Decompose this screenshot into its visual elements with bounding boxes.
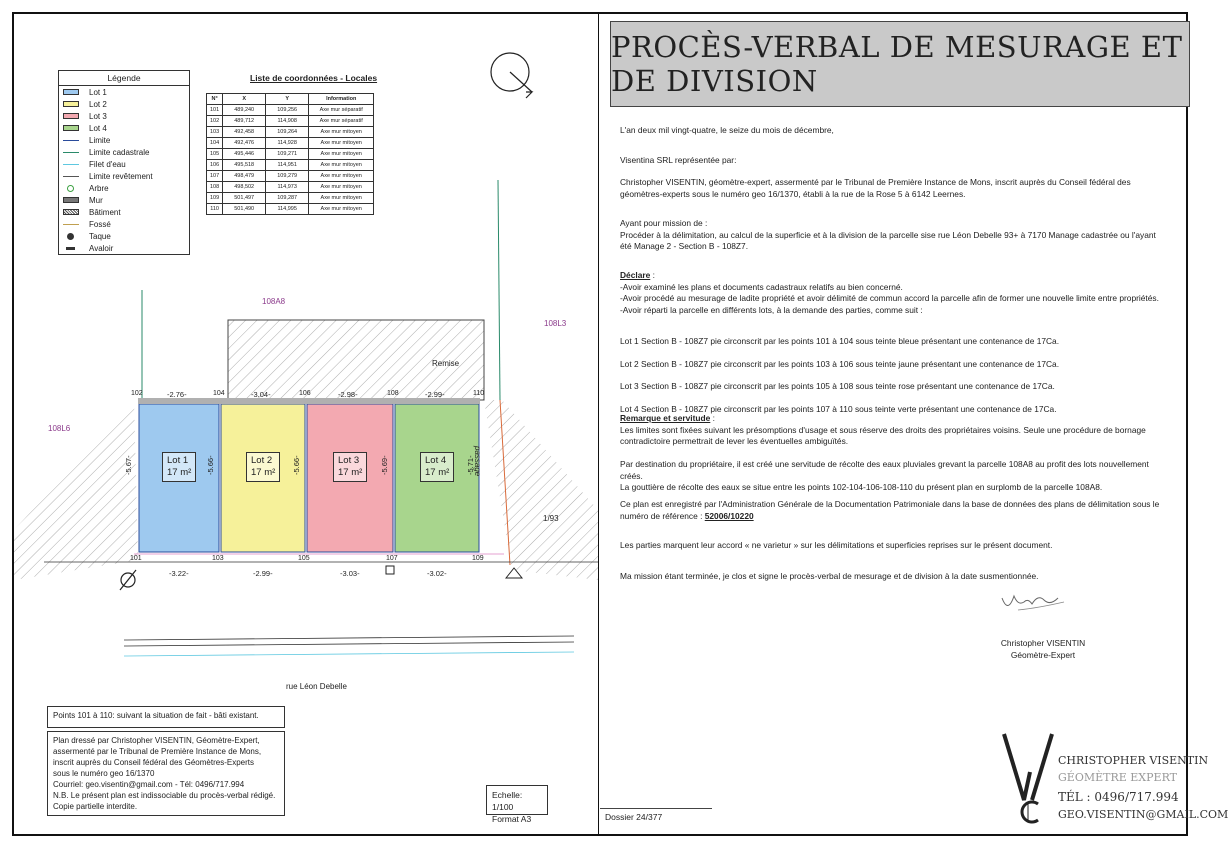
table-cell: 101 <box>207 105 223 116</box>
table-cell: 107 <box>207 171 223 182</box>
lot-area: 17 m² <box>425 467 450 478</box>
author-note-line: N.B. Le présent plan est indissociable du procès-verbal rédigé. <box>53 791 276 800</box>
lot-description: Lot 3 Section B - 108Z7 pie circonscrit par les points 105 à 108 sous teinte rose présentant une contenance de 17Ca. <box>620 381 1055 391</box>
point-label: 110 <box>473 390 485 397</box>
author-note-line: Courriel: geo.visentin@gmail.com - Tél: 0496/717.994 <box>53 780 245 789</box>
page-divider <box>598 12 599 836</box>
legend-label: Arbre <box>89 183 109 193</box>
table-row <box>207 105 374 116</box>
pv-mission <box>620 218 1160 253</box>
pv-servitude <box>620 459 1160 494</box>
table-row <box>207 204 374 215</box>
legend-item <box>59 182 189 194</box>
table-cell: 109,279 <box>266 171 309 182</box>
point-label: 103 <box>212 555 224 562</box>
point-label: 101 <box>130 555 142 562</box>
lot-description: Lot 2 Section B - 108Z7 pie circonscrit par les points 103 à 106 sous teinte jaune présentant une contenance de 17Ca. <box>620 358 1060 369</box>
legend-item <box>59 158 189 170</box>
hatch-left <box>14 400 138 580</box>
legend-item <box>59 134 189 146</box>
author-note-line: Plan dressé par Christopher VISENTIN, Géomètre-Expert, <box>53 736 260 745</box>
declare-lines <box>620 282 1160 317</box>
coordinates-table <box>206 93 374 215</box>
lot-name: Lot 2 <box>251 455 273 466</box>
pv-declare <box>620 270 1160 316</box>
table-cell: 501,497 <box>223 193 266 204</box>
pv-date: L'an deux mil vingt-quatre, le seize du mois de décembre, <box>620 125 834 135</box>
table-cell: 104 <box>207 138 223 149</box>
signature-block <box>988 637 1098 661</box>
passage-label: passage <box>473 446 482 477</box>
table-cell: Axe mur mitoyen <box>309 171 374 182</box>
legend-label: Mur <box>89 195 103 205</box>
legend-line <box>63 140 79 141</box>
pv-agreement: Les parties marquent leur accord « ne varietur » sur les délimitations et superficies reprises sur le présent document. <box>620 540 1053 550</box>
points-note: Points 101 à 110: suivant la situation de fait - bâti existant. <box>47 706 285 728</box>
lot-name: Lot 1 <box>167 455 189 466</box>
signature-image <box>998 588 1068 618</box>
declare-line: -Avoir réparti la parcelle en différents lots, à la demande des parties, comme suit : <box>620 304 923 315</box>
brand-phone: TÉL : 0496/717.994 <box>1058 790 1179 804</box>
table-row <box>207 182 374 193</box>
table-cell: 492,458 <box>223 127 266 138</box>
coordinates-header-cell: Information <box>309 94 374 105</box>
table-cell: 489,712 <box>223 116 266 127</box>
point-label: 105 <box>298 555 310 562</box>
point-label: 102 <box>131 390 143 397</box>
table-cell: Axe mur mitoyen <box>309 127 374 138</box>
lot-2-label <box>246 452 280 482</box>
dimension-label: -5.66- <box>206 455 215 475</box>
taque-icon <box>386 566 394 574</box>
lot-description: Lot 4 Section B - 108Z7 pie circonscrit par les points 107 à 110 sous teinte verte présentant une contenance de 17Ca. <box>620 403 1057 414</box>
dimension-label: -5.66- <box>292 455 301 475</box>
table-cell: 109,271 <box>266 149 309 160</box>
lot-area: 17 m² <box>167 467 192 478</box>
legend-label: Taque <box>89 231 111 241</box>
signer-name: Christopher VISENTIN <box>1000 638 1086 648</box>
table-row <box>207 160 374 171</box>
table-cell: Axe mur mitoyen <box>309 160 374 171</box>
table-cell: 114,951 <box>266 160 309 171</box>
legend-item <box>59 242 189 254</box>
table-cell: 498,479 <box>223 171 266 182</box>
servitude-text-2: La gouttière de récolte des eaux se situe entre les points 102-104-106-108-110 du présent plan en surplomb de la parcelle 108A8. <box>620 482 1103 492</box>
coordinates-title: Liste de coordonnées - Locales <box>250 73 378 83</box>
pv-company: Visentina SRL représentée par: <box>620 155 737 165</box>
legend-avaloir-icon <box>66 247 75 250</box>
table-cell: 106 <box>207 160 223 171</box>
legend-swatch <box>63 125 79 131</box>
dimension-label: -3.04- <box>251 390 271 399</box>
coordinates-header-row <box>207 94 374 105</box>
north-arrow-icon <box>486 48 542 100</box>
street-name: rue Léon Debelle <box>286 682 347 691</box>
dimension-label: -5.67- <box>124 455 133 475</box>
table-cell: Axe mur mitoyen <box>309 204 374 215</box>
table-row <box>207 116 374 127</box>
legend-hatch <box>63 209 79 215</box>
dimension-label: -2.76- <box>167 390 187 399</box>
brand-role: GÉOMÈTRE EXPERT <box>1058 771 1177 784</box>
document-title: PROCÈS-VERBAL DE MESURAGE ET DE DIVISION <box>611 30 1183 98</box>
legend-label: Limite revêtement <box>89 171 153 181</box>
legend-heading: Légende <box>59 71 189 86</box>
legend-label: Fossé <box>89 219 111 229</box>
pv-closing: Ma mission étant terminée, je clos et signe le procès-verbal de mesurage et de division à la date susmentionnée. <box>620 571 1039 581</box>
brand-email: GEO.VISENTIN@GMAIL.COM <box>1058 808 1228 821</box>
legend-label: Filet d'eau <box>89 159 126 169</box>
remarks-text: Les limites sont fixées suivant les présomptions d'usage et sous réserve des droits des propriétaires voisins. Seule une procédure de bornage contradictoire permettrait de lever les éventuelles ambiguïtés. <box>620 424 1146 446</box>
table-row <box>207 127 374 138</box>
lot-description: Lot 1 Section B - 108Z7 pie circonscrit par les points 101 à 104 sous teinte bleue présentant une contenance de 17Ca. <box>620 336 1060 346</box>
table-row <box>207 138 374 149</box>
legend-label: Lot 1 <box>89 87 107 97</box>
coordinates-header-cell: N° <box>207 94 223 105</box>
dimension-label: -3.02- <box>427 569 447 578</box>
legend-swatch <box>63 197 79 203</box>
scale-box <box>486 785 548 824</box>
point-label: 108 <box>387 390 399 397</box>
legend-label: Avaloir <box>89 243 114 253</box>
hatch-right <box>484 400 598 580</box>
dimension-label: -2.99- <box>425 390 445 399</box>
legend-item <box>59 194 189 206</box>
table-row <box>207 149 374 160</box>
parcel-label-left: 108L6 <box>48 424 71 433</box>
legend-line <box>63 176 79 177</box>
lot-4-label <box>420 452 454 482</box>
legend-ditch <box>63 224 79 225</box>
legend-swatch <box>63 113 79 119</box>
table-cell: Axe mur mitoyen <box>309 193 374 204</box>
table-cell: Axe mur mitoyen <box>309 138 374 149</box>
remarks-colon: : <box>710 413 715 423</box>
declare-line: -Avoir examiné les plans et documents cadastraux relatifs au bien concerné. <box>620 281 903 292</box>
dossier-line <box>600 808 712 809</box>
point-label: 107 <box>386 555 398 562</box>
table-cell: Axe mur séparatif <box>309 105 374 116</box>
legend-item <box>59 218 189 230</box>
title-banner <box>610 21 1190 107</box>
legend-label: Lot 2 <box>89 99 107 109</box>
table-cell: 102 <box>207 116 223 127</box>
table-cell: 109,256 <box>266 105 309 116</box>
table-cell: Axe mur mitoyen <box>309 149 374 160</box>
scale-text: Echelle: 1/100 <box>492 790 523 812</box>
registry-text: Ce plan est enregistré par l'Administration Générale de la Documentation Patrimoniale dans la base de données des plans de délimitation sous le numéro de référence : <box>620 499 1160 521</box>
table-cell: 489,240 <box>223 105 266 116</box>
table-cell: 498,502 <box>223 182 266 193</box>
lot-area: 17 m² <box>251 467 276 478</box>
table-cell: 114,908 <box>266 116 309 127</box>
legend-swatch <box>63 89 79 95</box>
table-cell: 105 <box>207 149 223 160</box>
table-cell: 110 <box>207 204 223 215</box>
servitude-text-1: Par destination du propriétaire, il est créé une servitude de récolte des eaux pluviales grevant la parcelle 108A8 au profit des lots nouvellement créés. <box>620 459 1149 481</box>
lot-area: 17 m² <box>338 467 363 478</box>
table-cell: 495,446 <box>223 149 266 160</box>
declare-colon: : <box>650 270 655 280</box>
legend-label: Bâtiment <box>89 207 121 217</box>
legend-item <box>59 146 189 158</box>
remise-label: Remise <box>432 359 460 368</box>
pv-registry <box>620 499 1160 522</box>
legend-item <box>59 206 189 218</box>
parcel-label-top: 108A8 <box>262 297 286 306</box>
table-cell: 108 <box>207 182 223 193</box>
point-label: 106 <box>299 390 311 397</box>
pv-mission-heading: Ayant pour mission de : <box>620 218 708 228</box>
legend-label: Lot 4 <box>89 123 107 133</box>
lot-1-label <box>162 452 196 482</box>
brand-name: CHRISTOPHER VISENTIN <box>1058 754 1209 767</box>
dimension-label: -5.69- <box>380 455 389 475</box>
table-cell: 114,973 <box>266 182 309 193</box>
dimension-label: -5.71- <box>466 455 475 475</box>
legend-label: Lot 3 <box>89 111 107 121</box>
coordinates-body <box>207 105 374 215</box>
table-cell: 109 <box>207 193 223 204</box>
legend-item <box>59 230 189 242</box>
dimension-label: -3.03- <box>340 569 360 578</box>
legend-taque-icon <box>67 233 74 240</box>
legend-label: Limite <box>89 135 111 145</box>
registry-reference: 52006/10220 <box>704 510 754 521</box>
table-cell: 109,287 <box>266 193 309 204</box>
table-cell: 114,995 <box>266 204 309 215</box>
lot-3-label <box>333 452 367 482</box>
legend-item <box>59 122 189 134</box>
point-label: 104 <box>213 390 225 397</box>
author-note-line: Copie partielle interdite. <box>53 802 138 811</box>
pv-surveyor: Christopher VISENTIN, géomètre-expert, assermenté par le Tribunal de Première Instance de Mons, inscrit auprès du Conseil fédéral des géomètres-experts sous le numéro geo 16/1370, établi à la rue de la Rose 5 à 6142 Leernes. <box>620 177 1131 199</box>
legend <box>58 70 190 255</box>
dimension-label: -2.99- <box>253 569 273 578</box>
pv-remarks <box>620 413 1160 448</box>
table-row <box>207 171 374 182</box>
table-cell: 501,490 <box>223 204 266 215</box>
pv-mission-text: Procéder à la délimitation, au calcul de la superficie et à la division de la parcelle sise rue Léon Debelle 93+ à 7170 Manage cadastrée ou l'ayant été Manage 2 - Section B - 108Z7. <box>620 229 1156 251</box>
legend-items <box>59 86 189 254</box>
legend-line <box>63 152 79 153</box>
legend-line <box>63 164 79 165</box>
lot-name: Lot 3 <box>338 455 360 466</box>
table-cell: 109,264 <box>266 127 309 138</box>
table-cell: 492,476 <box>223 138 266 149</box>
brand-logo-icon <box>1000 732 1058 824</box>
legend-swatch <box>63 101 79 107</box>
table-cell: 495,518 <box>223 160 266 171</box>
parcel-label-right: 1/93 <box>543 514 559 523</box>
legend-item <box>59 170 189 182</box>
table-cell: Axe mur séparatif <box>309 116 374 127</box>
parcel-label-top-right: 108L3 <box>544 319 567 328</box>
point-label: 109 <box>472 555 484 562</box>
dossier-number: Dossier 24/377 <box>605 812 663 822</box>
signer-title: Géomètre-Expert <box>1010 650 1076 660</box>
author-lines <box>53 735 279 812</box>
coordinates-header-cell: X <box>223 94 266 105</box>
format-text: Format A3 <box>492 814 532 824</box>
dimension-label: -2.98- <box>338 390 358 399</box>
table-cell: 103 <box>207 127 223 138</box>
author-note-line: assermenté par le Tribunal de Première Instance de Mons, <box>53 747 262 756</box>
declare-heading: Déclare <box>620 270 651 280</box>
legend-item <box>59 98 189 110</box>
table-cell: Axe mur mitoyen <box>309 182 374 193</box>
remarks-heading: Remarque et servitude <box>620 413 711 423</box>
author-note <box>47 731 285 816</box>
declare-line: -Avoir procédé au mesurage de ladite propriété et avoir délimité de commun accord la parcelle afin de former une nouvelle limite entre propriétés. <box>620 293 1159 303</box>
legend-item <box>59 110 189 122</box>
author-note-line: inscrit auprès du Conseil fédéral des Géomètres-Experts <box>53 758 254 767</box>
legend-item <box>59 86 189 98</box>
legend-label: Limite cadastrale <box>89 147 150 157</box>
legend-tree-icon <box>67 185 74 192</box>
dimension-label: -3.22- <box>169 569 189 578</box>
table-row <box>207 193 374 204</box>
lot-name: Lot 4 <box>425 455 447 466</box>
coordinates-header-cell: Y <box>266 94 309 105</box>
author-note-line: sous le numéro geo 16/1370 <box>53 769 155 778</box>
table-cell: 114,928 <box>266 138 309 149</box>
